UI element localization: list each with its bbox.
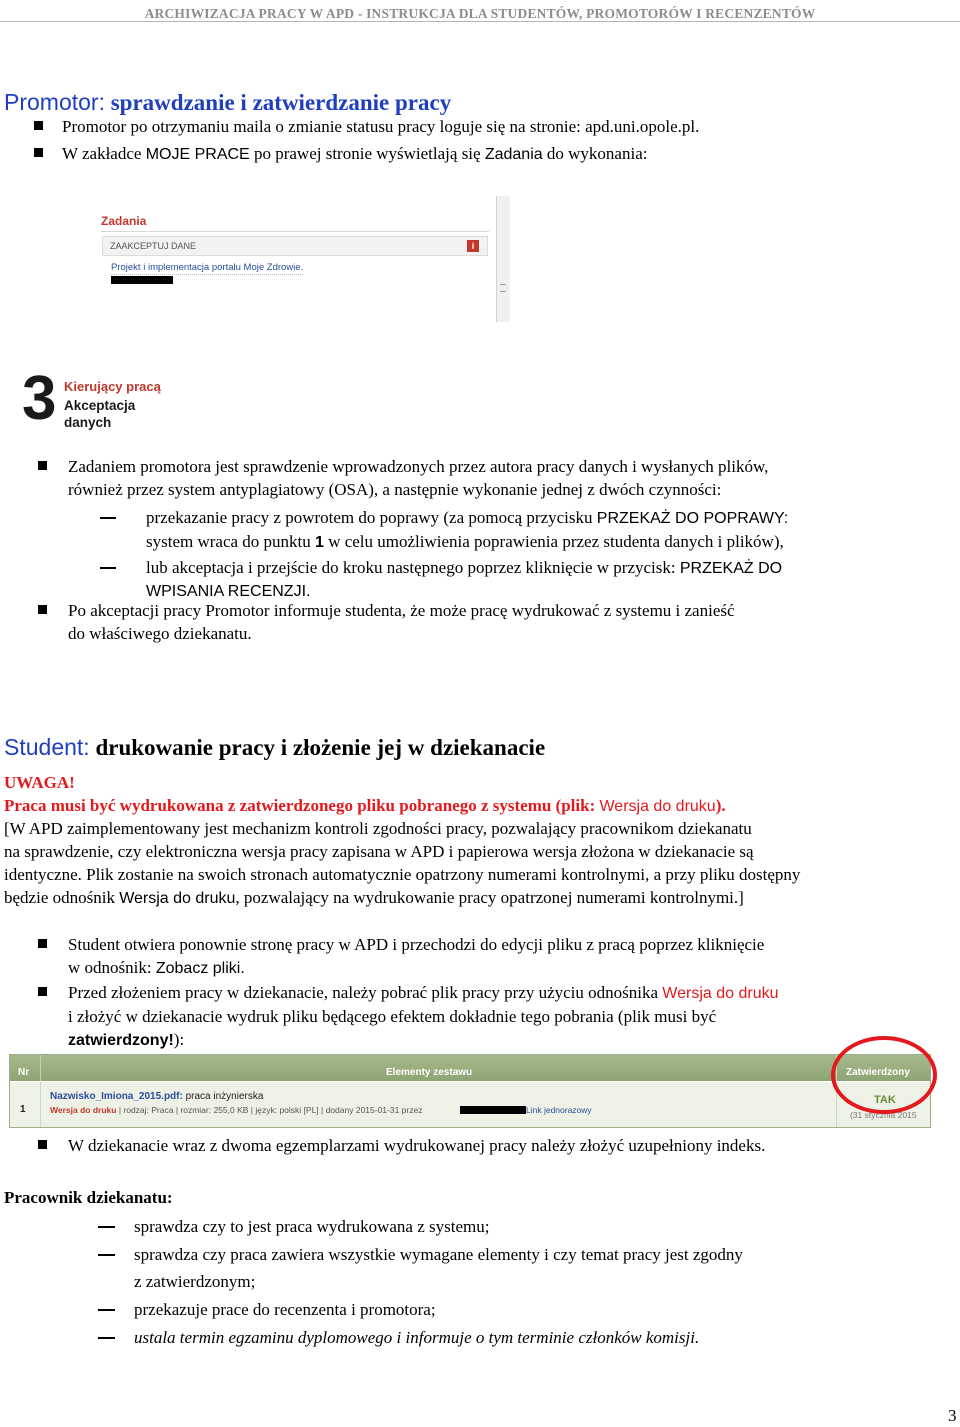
step-title-line1: Akceptacja — [64, 398, 136, 413]
task-item-label: ZAAKCEPTUJ DANE — [110, 241, 197, 251]
list-item — [0, 599, 960, 645]
table-row — [10, 1082, 930, 1127]
files-table-screenshot — [9, 1054, 931, 1128]
paragraph-line: Zadaniem promotora jest sprawdzenie wprowadzonych przez autora pracy danych i wysłanych plików, — [68, 457, 769, 476]
text-run: Przed złożeniem pracy w dziekanacie, należy pobrać plik pracy przy użyciu odnośnika — [68, 983, 663, 1002]
column-divider — [40, 1055, 41, 1081]
column-header-elements: Elementy zestawu — [386, 1067, 473, 1078]
file-type: praca inżynierska — [182, 1091, 264, 1102]
promotor-heading — [4, 88, 451, 117]
student-steps-list — [0, 933, 960, 1052]
list-item-text: Promotor po otrzymaniu maila o zmianie statusu pracy loguje się na stronie: apd.uni.opole.pl. — [62, 117, 700, 136]
dash-bullet-icon — [100, 567, 116, 569]
scrollbar[interactable] — [496, 196, 510, 322]
tasks-label: Zadania — [484, 146, 543, 163]
paragraph-line: identyczne. Plik zostanie na swoich stronach automatycznie opatrzony numerami kontrolnymi, a przy pliku dostępny — [4, 865, 801, 884]
square-bullet-icon — [34, 148, 43, 157]
text-run: W zakładce — [62, 144, 146, 163]
promotor-final-list — [0, 599, 960, 645]
square-bullet-icon — [34, 121, 43, 130]
text-run: w celu umożliwienia poprawienia przez studenta danych i plików), — [323, 532, 784, 551]
step-indicator — [22, 364, 222, 436]
warning-label: UWAGA! — [4, 773, 75, 792]
redaction-bar — [460, 1106, 526, 1114]
approved-emphasis: zatwierdzony! — [68, 1032, 174, 1049]
file-title — [50, 1090, 263, 1103]
text-run: do wykonania: — [542, 144, 648, 163]
student-heading-lead: Student: — [4, 734, 90, 760]
list-item — [0, 455, 960, 501]
paragraph-line: sprawdza czy to jest praca wydrukowana z systemu; — [134, 1217, 490, 1236]
text-run: w odnośnik: — [68, 958, 156, 977]
tasks-panel-title: Zadania — [101, 214, 147, 228]
paragraph-line: i złożyć w dziekanacie wydruk pliku będącego efektem dokładnie tego pobrania (plik musi być — [68, 1007, 717, 1026]
paragraph-line: Po akceptacji pracy Promotor informuje studenta, że może pracę wydrukować z systemu i zanieść — [68, 601, 735, 620]
print-version-label: Wersja do druku — [599, 798, 716, 815]
paragraph-line: Student otwiera ponownie stronę pracy w APD i przechodzi do edycji pliku z pracą poprzez kliknięcie — [68, 935, 765, 954]
paragraph-line: [W APD zaimplementowany jest mechanizm kontroli zgodności pracy, pozwalający pracownikom dziekanatu — [4, 819, 752, 838]
dash-bullet-icon — [98, 1337, 115, 1339]
list-item — [0, 142, 960, 166]
tab-name-my-works: MOJE PRACE — [145, 146, 250, 163]
promotor-options-list — [0, 506, 960, 603]
dash-bullet-icon — [98, 1254, 115, 1256]
list-item — [0, 506, 960, 554]
tasks-panel-screenshot — [96, 196, 510, 322]
paragraph-line: również przez system antyplagiatowy (OSA), a następnie wykonanie jednej z dwóch czynności: — [68, 480, 722, 499]
print-version-link-label: Wersja do druku — [662, 985, 779, 1002]
promotor-task-list — [0, 455, 960, 501]
student-heading-rest: drukowanie pracy i złożenie jej w dziekanacie — [89, 735, 546, 760]
scrollbar-grip-icon — [500, 284, 506, 292]
list-item — [0, 1296, 960, 1323]
list-item — [0, 1241, 960, 1295]
info-badge-icon: i — [467, 240, 479, 252]
list-item — [0, 1213, 960, 1240]
dash-bullet-icon — [98, 1309, 115, 1311]
paragraph-line: W dziekanacie wraz z dwoma egzemplarzami wydrukowanej pracy należy złożyć uzupełniony indeks. — [68, 1136, 766, 1155]
text-run: ). — [715, 796, 726, 815]
paragraph-line: ustala termin egzaminu dyplomowego i informuje o tym terminie członków komisji. — [134, 1328, 700, 1347]
square-bullet-icon — [38, 987, 47, 996]
redaction-bar — [111, 276, 173, 284]
paragraph-line: przekazuje prace do recenzenta i promotora; — [134, 1300, 436, 1319]
list-item — [0, 933, 960, 980]
office-duties-list — [0, 1213, 960, 1351]
print-version-label: Wersja do druku — [119, 890, 236, 907]
approved-date: (31 stycznia 2015 — [850, 1110, 917, 1120]
paragraph-line: na sprawdzenie, czy elektroniczna wersja pracy zapisana w APD i papierowa wersja złożona w dziekanacie są — [4, 842, 754, 861]
list-item — [0, 1134, 960, 1157]
text-run: ): — [173, 1030, 185, 1049]
row-number: 1 — [20, 1104, 26, 1115]
office-heading: Pracownik dziekanatu: — [4, 1188, 173, 1207]
list-item — [0, 1324, 960, 1351]
text-run: , pozwalający na wydrukowanie pracy opatrzonej numerami kontrolnymi.] — [235, 888, 744, 907]
text-run: Praca musi być wydrukowana z zatwierdzonego pliku pobranego z systemu (plik: — [4, 796, 600, 815]
paragraph-line: z zatwierdzonym; — [134, 1272, 256, 1291]
column-header-approved: Zatwierdzony — [846, 1067, 910, 1078]
step-number: 3 — [22, 364, 57, 433]
page-number: 3 — [948, 1406, 957, 1425]
paragraph-line: sprawdza czy praca zawiera wszystkie wymagane elementy i czy temat pracy jest zgodny — [134, 1245, 743, 1264]
step-role: Kierujący pracą — [64, 379, 161, 394]
one-time-link[interactable]: Link jednorazowy — [526, 1105, 592, 1115]
square-bullet-icon — [38, 939, 47, 948]
divider — [101, 231, 489, 232]
approved-value: TAK — [874, 1094, 896, 1106]
square-bullet-icon — [38, 605, 47, 614]
column-divider — [40, 1082, 41, 1127]
see-files-link-label: Zobacz pliki. — [155, 960, 245, 977]
promotor-intro-list — [0, 115, 960, 166]
text-run: przekazanie pracy z powrotem do poprawy (za pomocą przycisku — [146, 508, 597, 527]
promotor-heading-lead: Promotor: — [4, 89, 105, 115]
step-title-line2: danych — [64, 415, 112, 430]
square-bullet-icon — [38, 461, 47, 470]
table-header — [10, 1055, 930, 1081]
dash-bullet-icon — [98, 1226, 115, 1228]
text-run: system wraca do punktu — [146, 532, 316, 551]
forward-to-review-button-label-cont: WPISANIA RECENZJI. — [146, 583, 311, 600]
student-final-list — [0, 1134, 960, 1157]
task-work-link[interactable]: Projekt i implementacja portalu Moje Zdrowie. — [111, 262, 304, 273]
file-name-link[interactable]: Nazwisko_Imiona_2015.pdf: — [50, 1091, 183, 1102]
paragraph-line: do właściwego dziekanatu. — [68, 624, 252, 643]
column-header-nr: Nr — [18, 1067, 30, 1078]
dash-bullet-icon — [100, 517, 116, 519]
file-meta — [50, 1104, 422, 1116]
info-paragraph — [4, 817, 954, 910]
student-heading — [4, 733, 545, 762]
task-item[interactable] — [102, 236, 488, 256]
list-item — [0, 556, 960, 603]
promotor-heading-rest: sprawdzanie i zatwierdzanie pracy — [104, 90, 452, 115]
print-version-link[interactable]: Wersja do druku — [50, 1105, 117, 1115]
return-for-correction-button-label: PRZEKAŻ DO POPRAWY: — [596, 510, 789, 527]
header-divider — [0, 21, 960, 22]
text-run: lub akceptacja i przejście do kroku następnego poprzez kliknięcie w przycisk: — [146, 558, 680, 577]
forward-to-review-button-label: PRZEKAŻ DO — [679, 560, 783, 577]
file-meta-text: | rodzaj: Praca | rozmiar: 255,0 KB | język: polski [PL] | dodany 2015-01-31 przez — [116, 1105, 423, 1115]
warning-text — [4, 794, 726, 818]
highlight-circle — [831, 1036, 937, 1114]
text-run: po prawej stronie wyświetlają się — [249, 144, 485, 163]
list-item — [0, 981, 960, 1052]
list-item — [0, 115, 960, 138]
running-header: ARCHIWIZACJA PRACY W APD - INSTRUKCJA DLA STUDENTÓW, PROMOTORÓW I RECENZENTÓW — [144, 6, 816, 21]
square-bullet-icon — [38, 1140, 47, 1149]
text-run: będzie odnośnik — [4, 888, 120, 907]
step-reference: 1 — [315, 534, 324, 551]
